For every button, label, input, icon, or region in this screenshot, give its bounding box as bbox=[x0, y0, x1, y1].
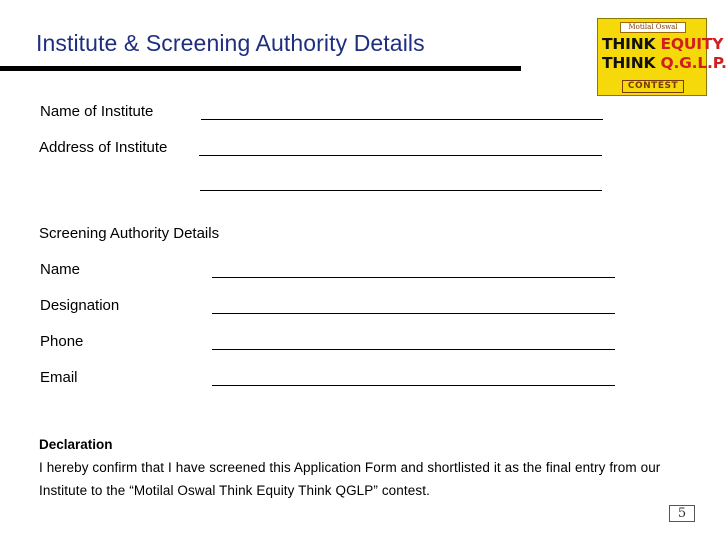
screening-designation-label: Designation bbox=[40, 297, 120, 314]
page-title: Institute & Screening Authority Details bbox=[36, 30, 425, 56]
logo-line-1 bbox=[602, 36, 723, 53]
logo-contest-badge: CONTEST bbox=[622, 80, 684, 93]
declaration-title: Declaration bbox=[39, 437, 113, 452]
logo-brand-text: Motilal Oswal bbox=[620, 22, 686, 33]
logo-line-2 bbox=[602, 55, 727, 72]
logo-line-1-dark: THINK bbox=[602, 35, 661, 53]
institute-address-field-line-1[interactable] bbox=[199, 155, 602, 156]
screening-section-title: Screening Authority Details bbox=[39, 225, 220, 242]
institute-name-field[interactable] bbox=[201, 119, 603, 120]
screening-name-field[interactable] bbox=[212, 277, 615, 278]
screening-designation-field[interactable] bbox=[212, 313, 615, 314]
declaration-block bbox=[39, 433, 699, 502]
screening-email-label: Email bbox=[40, 369, 78, 386]
institute-name-label: Name of Institute bbox=[40, 103, 154, 120]
logo-line-2-dark: THINK bbox=[602, 54, 661, 72]
page-number-badge: 5 bbox=[669, 505, 695, 522]
screening-email-field[interactable] bbox=[212, 385, 615, 386]
title-underline-rule bbox=[0, 66, 521, 71]
contest-logo bbox=[597, 18, 727, 96]
logo-line-2-red: Q.G.L.P. bbox=[660, 54, 727, 72]
declaration-text: I hereby confirm that I have screened this Application Form and shortlisted it as the final entry from our Institute to the “Motilal Oswal Think Equity Think QGLP” contest. bbox=[39, 460, 661, 498]
screening-phone-label: Phone bbox=[40, 333, 84, 350]
screening-name-label: Name bbox=[40, 261, 81, 278]
institute-address-label: Address of Institute bbox=[39, 139, 168, 156]
institute-address-field-line-2[interactable] bbox=[200, 190, 602, 191]
screening-phone-field[interactable] bbox=[212, 349, 615, 350]
logo-line-1-red: EQUITY bbox=[660, 35, 724, 53]
